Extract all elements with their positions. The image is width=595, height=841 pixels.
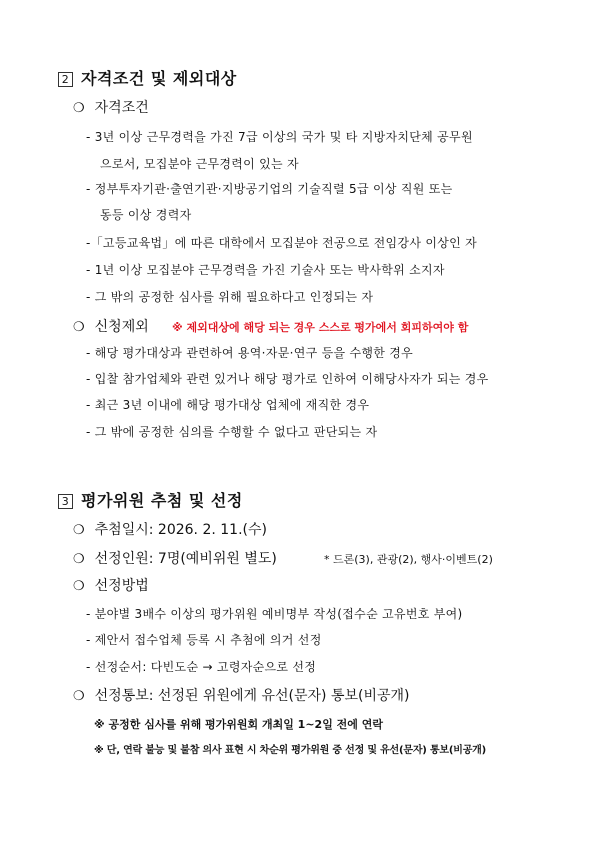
selection-count-line <box>73 548 277 568</box>
section-number-box: 3 <box>58 494 73 509</box>
exclusion-item: - 최근 3년 이내에 해당 평가대상 업체에 재직한 경우 <box>86 398 370 412</box>
exclusion-item: - 입찰 참가업체와 관련 있거나 해당 평가로 인하여 이해당사자가 되는 경우 <box>86 372 489 386</box>
qualification-item: -「고등교육법」에 따른 대학에서 모집분야 전공으로 전임강사 이상인 자 <box>86 236 478 250</box>
selection-method-heading <box>73 575 149 595</box>
selection-method-title: 선정방법 <box>94 578 149 594</box>
method-item: - 제안서 접수업체 등록 시 추첨에 의거 선정 <box>86 633 322 647</box>
qualification-item-cont: 동등 이상 경력자 <box>100 208 192 222</box>
exclusion-title: 신청제외 <box>94 319 149 335</box>
draw-date-line <box>73 519 267 539</box>
qualification-item-cont: 으로서, 모집분야 근무경력이 있는 자 <box>100 157 299 171</box>
qualification-item: - 정부투자기관·출연기관·지방공기업의 기술직렬 5급 이상 직원 또는 <box>86 182 453 196</box>
circle-bullet-icon: ❍ <box>73 689 85 704</box>
section-2-heading <box>58 66 237 89</box>
notification-note: ※ 단, 연락 불능 및 불참 의사 표현 시 차순위 평가위원 중 선정 및 유선(문자) 통보(비공개) <box>94 745 487 756</box>
circle-bullet-icon: ❍ <box>73 523 85 538</box>
circle-bullet-icon: ❍ <box>73 101 85 116</box>
method-item: - 선정순서: 다빈도순 → 고령자순으로 선정 <box>86 660 317 674</box>
qualification-item: - 그 밖의 공정한 심사를 위해 필요하다고 인정되는 자 <box>86 290 374 304</box>
exclusion-warning-note: ※ 제외대상에 해당 되는 경우 스스로 평가에서 회피하여야 함 <box>172 321 469 334</box>
exclusion-item: - 해당 평가대상과 관련하여 용역·자문·연구 등을 수행한 경우 <box>86 346 414 360</box>
selection-count-note: * 드론(3), 관광(2), 행사·이벤트(2) <box>324 553 493 566</box>
section-3-heading <box>58 488 243 511</box>
qualification-item: - 1년 이상 모집분야 근무경력을 가진 기술사 또는 박사학위 소지자 <box>86 263 445 277</box>
selection-count-text: 선정인원: 7명(예비위원 별도) <box>94 551 277 567</box>
qualification-title: 자격조건 <box>94 100 149 116</box>
exclusion-heading <box>73 316 149 336</box>
exclusion-item: - 그 밖에 공정한 심의를 수행할 수 없다고 판단되는 자 <box>86 425 378 439</box>
circle-bullet-icon: ❍ <box>73 552 85 567</box>
notification-text: 선정통보: 선정된 위원에게 유선(문자) 통보(비공개) <box>94 688 410 704</box>
notification-note: ※ 공정한 심사를 위해 평가위원회 개최일 1~2일 전에 연락 <box>94 718 383 731</box>
circle-bullet-icon: ❍ <box>73 579 85 594</box>
section-2-title: 자격조건 및 제외대상 <box>81 69 237 88</box>
method-item: - 분야별 3배수 이상의 평가위원 예비명부 작성(접수순 고유번호 부여) <box>86 607 463 621</box>
qualification-heading <box>73 97 149 117</box>
qualification-item: - 3년 이상 근무경력을 가진 7급 이상의 국가 및 타 지방자치단체 공무원 <box>86 130 473 144</box>
notification-line <box>73 685 410 705</box>
draw-date-text: 추첨일시: 2026. 2. 11.(수) <box>94 522 267 538</box>
section-3-title: 평가위원 추첨 및 선정 <box>81 491 243 510</box>
circle-bullet-icon: ❍ <box>73 320 85 335</box>
section-number-box: 2 <box>58 72 73 87</box>
